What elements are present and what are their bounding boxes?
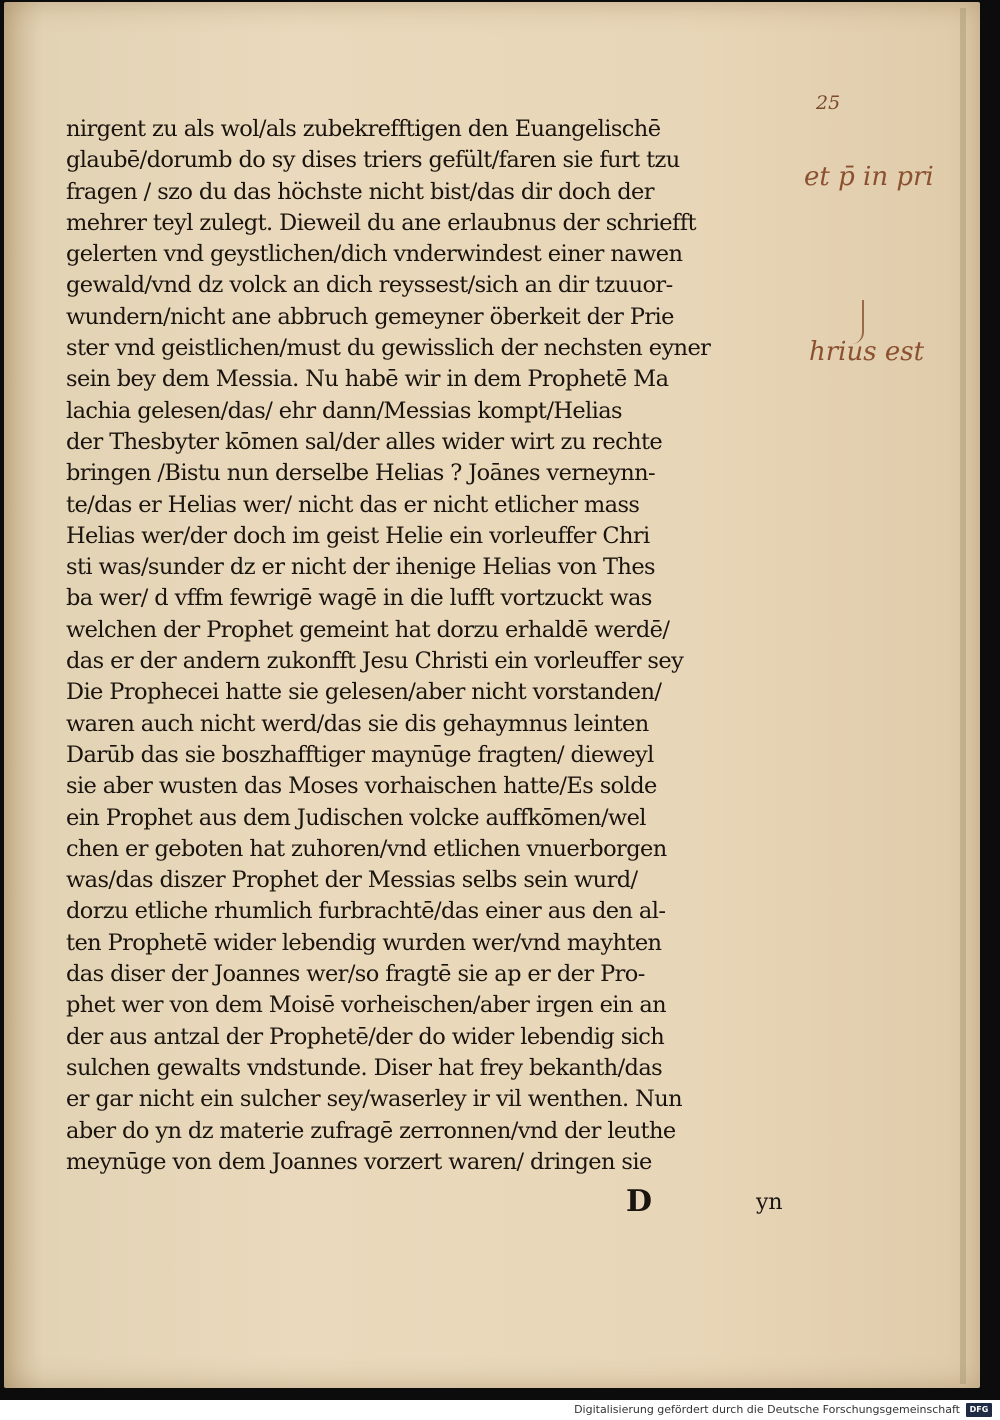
dfg-logo: DFG — [966, 1403, 992, 1417]
text-line: lachia gelesen/das/ ehr dann/Messias kompt/Helias — [66, 397, 623, 424]
signature-row — [66, 1182, 796, 1218]
funding-credit: Digitalisierung gefördert durch die Deutsche Forschungsgemeinschaft — [574, 1403, 960, 1416]
text-line: chen er geboten hat zuhoren/vnd etlichen vnuerborgen — [66, 835, 667, 862]
text-line: welchen der Prophet gemeint hat dorzu erhaldē werdē/ — [66, 616, 670, 643]
text-line: Die Prophecei hatte sie gelesen/aber nicht vorstanden/ — [66, 679, 662, 706]
book-page — [4, 2, 980, 1388]
text-line: phet wer von dem Moisē vorheischen/aber irgen ein an — [66, 992, 667, 1019]
text-line: meynūge von dem Joannes vorzert waren/ dringen sie — [66, 1148, 652, 1175]
folio-number: 25 — [816, 92, 841, 114]
text-block — [66, 114, 796, 1178]
catchword: yn — [756, 1190, 783, 1215]
text-line: Helias wer/der doch im geist Helie ein vorleuffer Chri — [66, 522, 650, 549]
text-line: mehrer teyl zulegt. Dieweil du ane erlaubnus der schriefft — [66, 209, 696, 236]
text-line: glaubē/dorumb do sy dises triers gefült/faren sie furt tzu — [66, 147, 680, 174]
text-line: aber do yn dz materie zufragē zerronnen/vnd der leuthe — [66, 1117, 676, 1144]
text-line: der aus antzal der Prophetē/der do wider lebendig sich — [66, 1023, 665, 1050]
page-edge — [960, 8, 966, 1384]
text-line: sein bey dem Messia. Nu habē wir in dem Prophetē Ma — [66, 366, 669, 393]
text-line: ein Prophet aus dem Judischen volcke auffkōmen/wel — [66, 804, 646, 831]
text-line: ster vnd geistlichen/must du gewisslich der nechsten eyner — [66, 335, 711, 362]
signature-mark: D — [626, 1184, 653, 1219]
text-line: te/das er Helias wer/ nicht das er nicht etlicher mass — [66, 491, 640, 518]
text-line: wundern/nicht ane abbruch gemeyner öberkeit der Prie — [66, 303, 674, 330]
footer-bar — [0, 1400, 1000, 1420]
text-line: dorzu etliche rhumlich furbrachtē/das einer aus den al- — [66, 898, 666, 925]
text-line: das diser der Joannes wer/so fragtē sie ap er der Pro- — [66, 961, 645, 988]
text-line: sie aber wusten das Moses vorhaischen hatte/Es solde — [66, 773, 657, 800]
text-line: ten Prophetē wider lebendig wurden wer/vnd mayhten — [66, 929, 662, 956]
text-line: der Thesbyter kōmen sal/der alles wider wirt zu rechte — [66, 428, 663, 455]
text-line: ba wer/ d vffm fewrigē wagē in die lufft vortzuckt was — [66, 585, 652, 612]
text-line: was/das diszer Prophet der Messias selbs sein wurd/ — [66, 867, 638, 894]
text-line: er gar nicht ein sulcher sey/waserley ir vil wenthen. Nun — [66, 1086, 682, 1113]
text-line: gewald/vnd dz volck an dich reyssest/sich an dir tzuuor- — [66, 272, 673, 299]
text-line: nirgent zu als wol/als zubekrefftigen den Euangelischē — [66, 116, 661, 142]
text-line: das er der andern zukonfft Jesu Christi ein vorleuffer sey — [66, 648, 684, 675]
marginal-note-2: hrius est — [809, 337, 925, 367]
text-line: fragen / szo du das höchste nicht bist/das dir doch der — [66, 178, 654, 205]
text-line: waren auch nicht werd/das sie dis gehaymnus leinten — [66, 710, 649, 737]
marginal-note-1: et p̄ in pri — [804, 162, 934, 192]
text-line: gelerten vnd geystlichen/dich vnderwindest einer nawen — [66, 241, 683, 268]
text-line: sulchen gewalts vndstunde. Diser hat frey bekanth/das — [66, 1054, 663, 1081]
text-line: Darūb das sie boszhafftiger maynūge fragten/ dieweyl — [66, 741, 654, 768]
text-line: bringen /Bistu nun derselbe Helias ? Joānes verneynn- — [66, 460, 656, 487]
text-line: sti was/sunder dz er nicht der ihenige Helias von Thes — [66, 554, 655, 581]
